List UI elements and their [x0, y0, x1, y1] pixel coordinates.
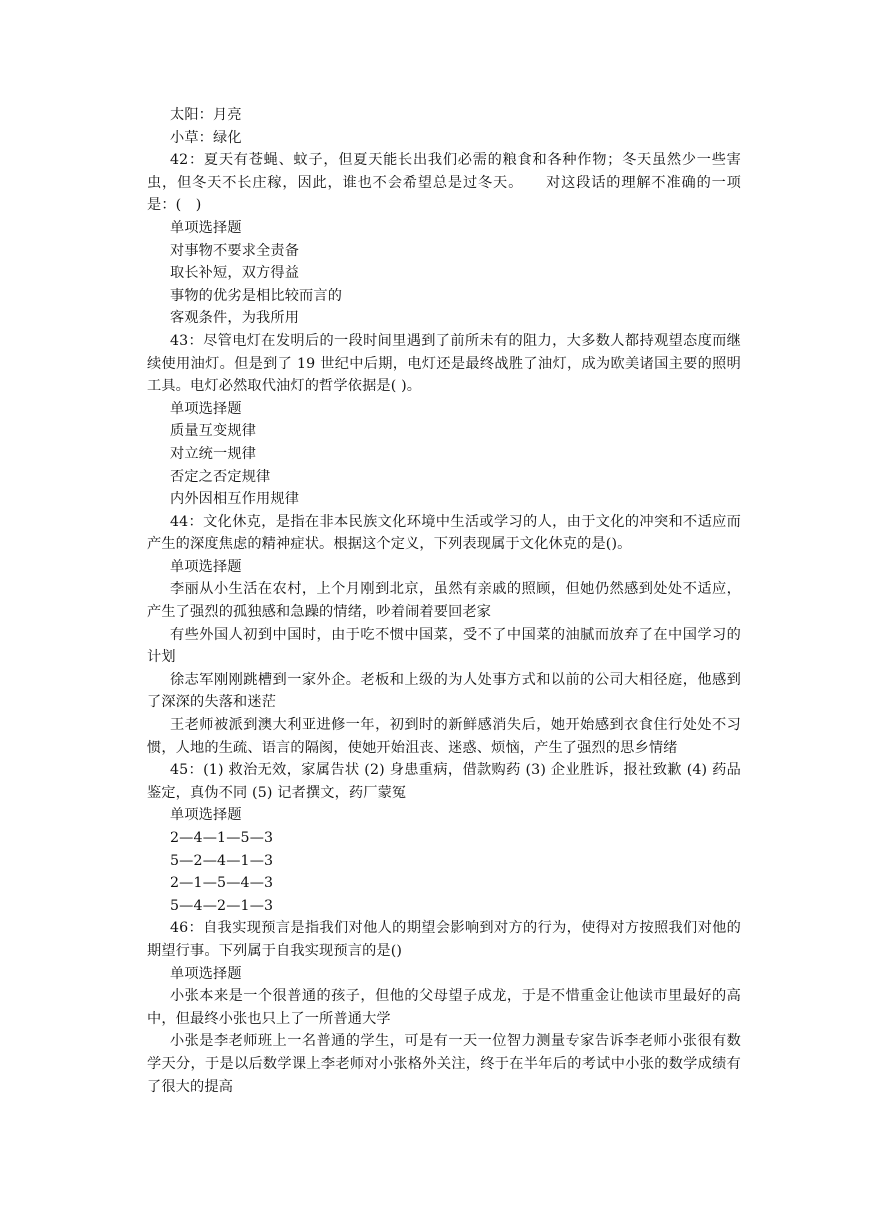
option: 李丽从小生活在农村，上个月刚到北京，虽然有亲戚的照顾，但她仍然感到处处不适应，产生了强烈的孤独感和急躁的情绪，吵着闹着要回老家	[147, 581, 741, 621]
question-42-stem: 42：夏天有苍蝇、蚊子，但夏天能长出我们必需的粮食和各种作物；冬天虽然少一些害虫，但冬天不长庄稼，因此，谁也不会希望总是过冬天。 对这段话的理解不准确的一项是：( )	[147, 152, 741, 214]
option: 有些外国人初到中国时，由于吃不惯中国菜，受不了中国菜的油腻而放弃了在中国学习的计划	[147, 626, 741, 666]
question-45-stem: 45：(1) 救治无效，家属告状 (2) 身患重病，借款购药 (3) 企业胜诉，报社致歉 (4) 药品鉴定，真伪不同 (5) 记者撰文，药厂蒙冤	[147, 762, 741, 801]
intro-line: 小草：绿化	[170, 129, 242, 146]
option: 质量互变规律	[170, 423, 257, 440]
option: 内外因相互作用规律	[170, 491, 300, 508]
option: 5—4—2—1—3	[170, 897, 274, 914]
option: 5—2—4—1—3	[170, 852, 274, 869]
option: 取长补短，双方得益	[170, 265, 300, 282]
question-type-label: 单项选择题	[170, 219, 242, 236]
question-type-label: 单项选择题	[170, 558, 242, 575]
option: 2—4—1—5—3	[170, 830, 274, 846]
option: 小张是李老师班上一名普通的学生，可是有一天一位智力测量专家告诉李老师小张很有数学天分，于是以后数学课上李老师对小张格外关注，终于在半年后的考试中小张的数学成绩有了很大的提高	[147, 1033, 741, 1095]
option: 小张本来是一个很普通的孩子，但他的父母望子成龙，于是不惜重金让他读市里最好的高中，但最终小张也只上了一所普通大学	[147, 988, 741, 1027]
question-type-label: 单项选择题	[170, 807, 242, 824]
question-46-stem: 46：自我实现预言是指我们对他人的期望会影响到对方的行为，使得对方按照我们对他的期望行事。下列属于自我实现预言的是()	[147, 920, 741, 959]
option: 事物的优劣是相比较而言的	[170, 287, 343, 304]
question-type-label: 单项选择题	[170, 965, 242, 982]
intro-line: 太阳：月亮	[170, 107, 242, 123]
option: 2—1—5—4—3	[170, 875, 274, 892]
document-body	[147, 104, 741, 1098]
question-type-label: 单项选择题	[170, 400, 242, 417]
option: 对立统一规律	[170, 445, 257, 462]
question-43-stem: 43：尽管电灯在发明后的一段时间里遇到了前所未有的阻力，大多数人都持观望态度而继续使用油灯。但是到了 19 世纪中后期，电灯还是最终战胜了油灯，成为欧美诸国主要的照明工具。电灯必然取代油灯的哲学依据是( )。	[147, 332, 741, 395]
option: 徐志军刚刚跳槽到一家外企。老板和上级的为人处事方式和以前的公司大相径庭，他感到了深深的失落和迷茫	[147, 671, 741, 711]
option: 王老师被派到澳大利亚进修一年，初到时的新鲜感消失后，她开始感到衣食住行处处不习惯，人地的生疏、语言的隔阂，使她开始沮丧、迷惑、烦恼，产生了强烈的思乡情绪	[147, 717, 741, 756]
question-44-stem: 44：文化休克，是指在非本民族文化环境中生活或学习的人，由于文化的冲突和不适应而产生的深度焦虑的精神症状。根据这个定义，下列表现属于文化休克的是()。	[147, 513, 741, 553]
option: 对事物不要求全责备	[170, 242, 300, 259]
option: 否定之否定规律	[170, 468, 271, 485]
option: 客观条件，为我所用	[170, 310, 300, 327]
